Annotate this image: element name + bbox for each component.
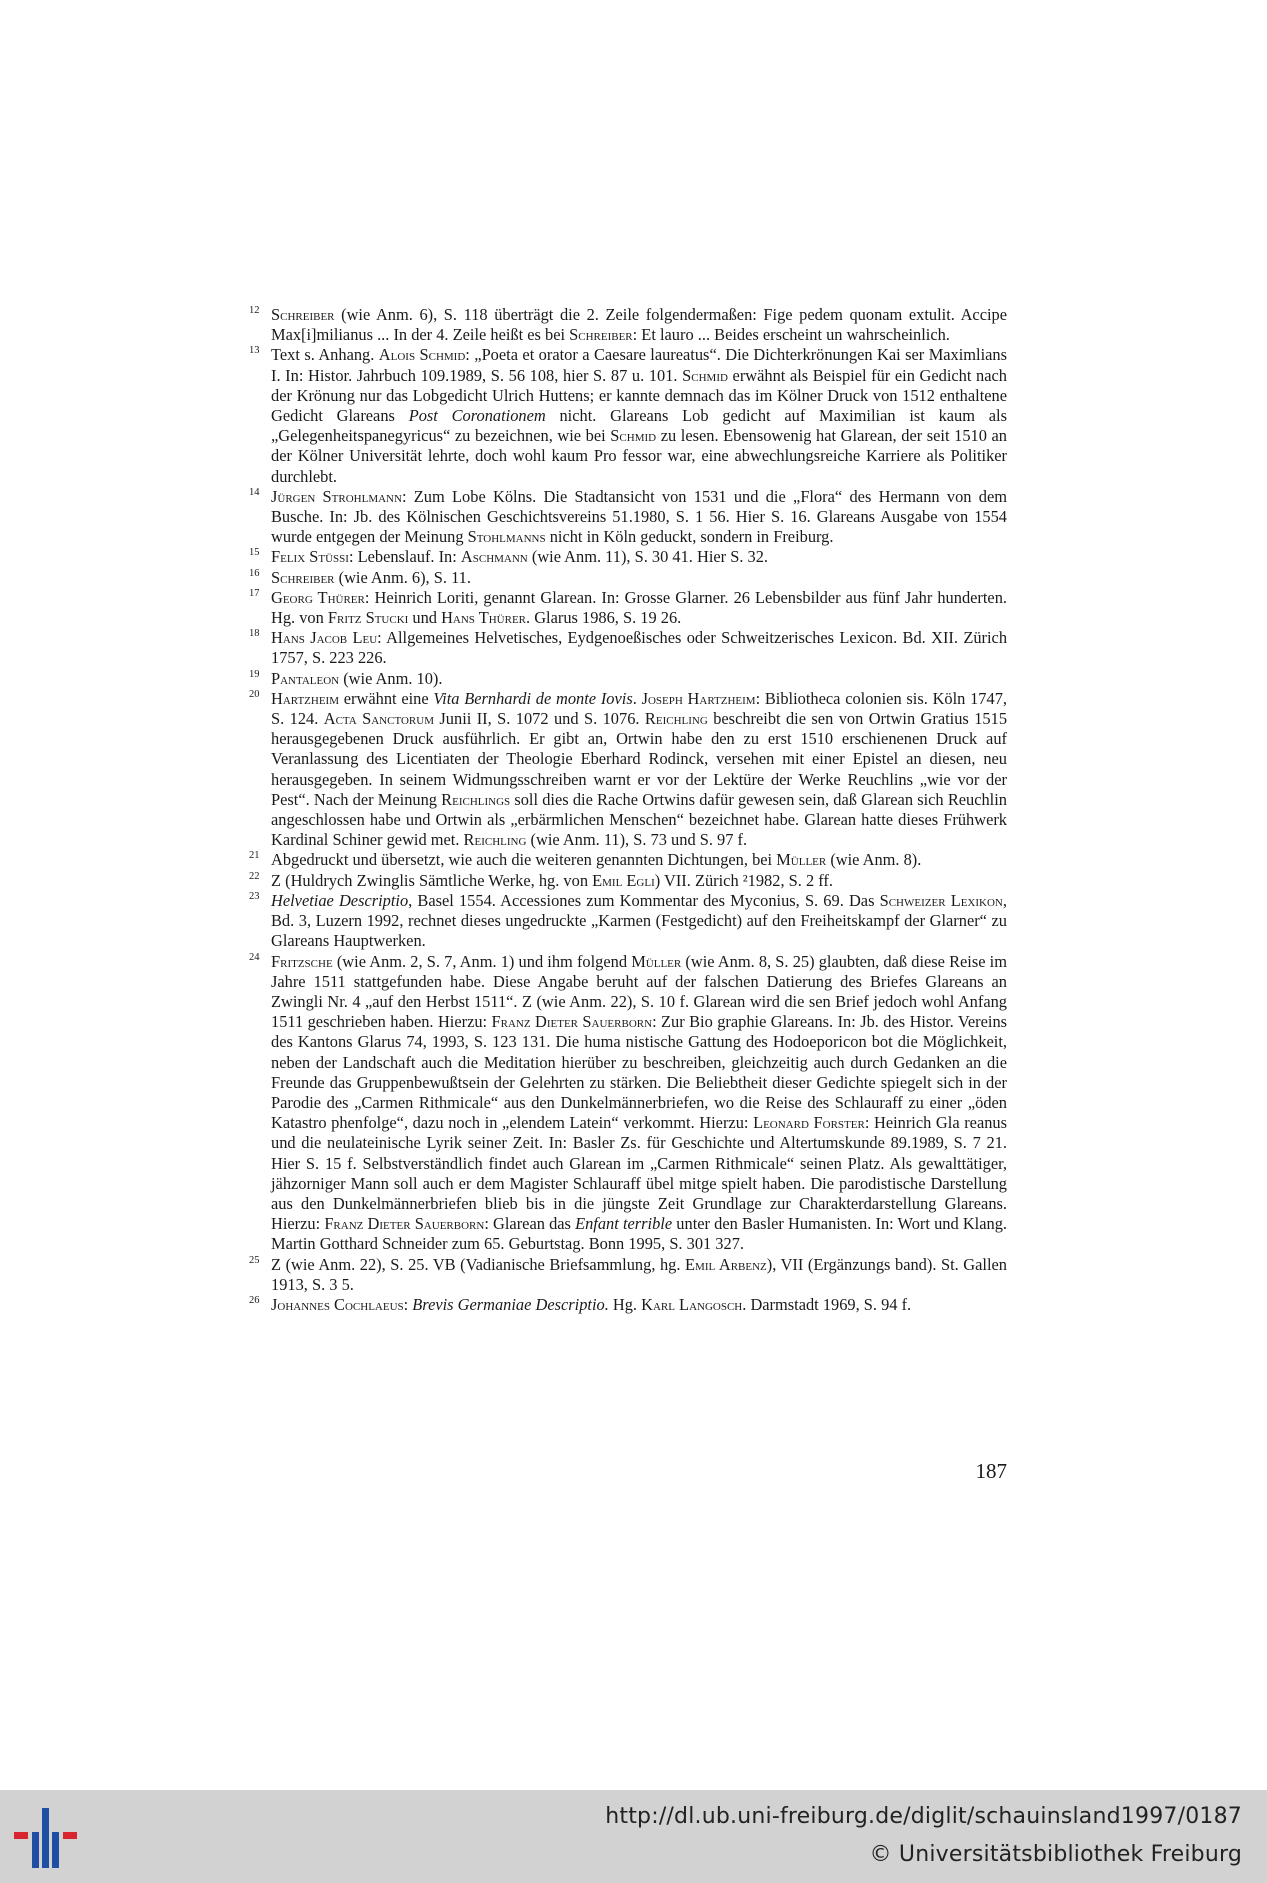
author-name: Hans Thürer <box>441 608 527 628</box>
footnote-number: 20 <box>249 688 260 700</box>
title-italic: Enfant terrible <box>575 1214 673 1234</box>
footnote-text: zu lesen. Ebensowenig hat Glarean, der seit 1510 an der Kölner Universität lehrte, doch wohl kaum Pro fessor war, eine abwechlungsreiche Karriere als Politiker durchlebt. <box>271 426 1007 486</box>
author-name: Pantaleon <box>271 668 340 688</box>
footnote-text: (wie Anm. 11), S. 73 und S. 97 f. <box>526 830 748 850</box>
footnote-text: : Bibliotheca colonien sis. Köln 1747, S. 124. <box>271 688 1007 729</box>
footnote-text: Abgedruckt und übersetzt, wie auch die weiteren genannten Dichtungen, bei <box>271 850 777 870</box>
footnote-16 <box>249 568 1007 588</box>
ub-freiburg-logo-icon <box>14 1808 80 1868</box>
footnote-number: 19 <box>249 668 260 680</box>
author-name: Franz Dieter Sauerborn <box>324 1214 485 1234</box>
footnote-text: ) VII. Zürich ²1982, S. 2 ff. <box>654 870 833 890</box>
author-name: Fritzsche <box>271 951 333 971</box>
footnote-text: nicht in Köln geduckt, sondern in Freiburg. <box>545 527 834 547</box>
footnote-text: (wie Anm. 8, S. 25) glaubten, daß diese Reise im Jahre 1511 stattgefunden habe. Diese Angabe beruht auf der falschen Datierung des Briefes Glareans an Zwingli Nr. 4 „auf den Herbst 1511“. Z (wie Anm. 22), S. 10 f. Glarean wird die sen Brief jedoch wohl Anfang 1511 geschrieben haben. Hierzu: <box>271 951 1007 1032</box>
footnote-text: ), VII (Ergänzungs band). St. Gallen 1913, S. 3 5. <box>271 1254 1007 1294</box>
footnote-number: 14 <box>249 486 260 498</box>
footnote-text: Z (Huldrych Zwinglis Sämtliche Werke, hg. von <box>271 870 593 890</box>
footnote-text: und <box>408 608 442 628</box>
author-name: Karl Langosch <box>641 1294 743 1314</box>
footnote-text: erwähnt als Beispiel für ein Gedicht nach der Krönung nur das Lobgedicht Ulrich Huttens; er kannte demnach das im Kölner Druck von 1512 enthaltene Gedicht Glareans <box>271 365 1007 426</box>
footnote-text: (wie Anm. 11), S. 30 41. Hier S. 32. <box>527 547 768 567</box>
footnote-number: 15 <box>249 547 260 559</box>
author-name: Hartzheim <box>271 688 340 708</box>
title-italic: Post Coronationem <box>408 406 546 426</box>
footnote-text: (wie Anm. 10). <box>339 668 443 688</box>
footnote-25 <box>249 1255 1007 1295</box>
footnote-text: (wie Anm. 2, S. 7, Anm. 1) und ihm folgend <box>332 951 632 971</box>
footnote-number: 24 <box>249 951 260 963</box>
footnote-19 <box>249 669 1007 689</box>
footnote-text: unter den Basler Humanisten. In: Wort und Klang. Martin Gotthard Schneider zum 65. Geburtstag. Bonn 1995, S. 301 327. <box>271 1214 1007 1254</box>
author-name: Johannes Cochlaeus <box>271 1294 404 1314</box>
author-name: Aschmann <box>460 547 528 567</box>
footnote-number: 18 <box>249 628 260 640</box>
author-name: Felix Stüssi <box>271 547 349 567</box>
footnote-number: 26 <box>249 1294 260 1306</box>
author-name: Hans Jacob Leu <box>271 628 378 648</box>
footnotes-section <box>249 305 1007 1315</box>
footnote-text: (wie Anm. 6), S. 11. <box>334 567 471 587</box>
author-name: Reichling <box>463 830 527 850</box>
footnote-20 <box>249 689 1007 851</box>
author-name: Acta Sanctorum <box>323 709 434 729</box>
author-name: Schmid <box>610 426 657 446</box>
copyright-text: © Universitätsbibliothek Freiburg <box>869 1842 1242 1867</box>
footnote-number: 12 <box>249 305 260 316</box>
footnote-22 <box>249 871 1007 891</box>
author-name: Emil Egli <box>592 870 655 890</box>
footnote-number: 21 <box>249 850 260 862</box>
footnote-text: (wie Anm. 6), S. 118 überträgt die 2. Zeile folgendermaßen: Fige pedem quonam extulit. Accipe Max[i]milianus ... In der 4. Zeile heißt es bei <box>271 305 1007 345</box>
author-name: Georg Thürer <box>271 587 365 607</box>
footnote-number: 22 <box>249 870 260 882</box>
title-italic: Brevis Germaniae Descriptio. <box>412 1294 609 1314</box>
footnote-text: soll dies die Rache Ortwins dafür gewesen sein, daß Glarean sich Reuchlin angeschlossen habe und Ortwin als „erbärmlichen Menschen“ bezeichnet habe. Glarean hatte dieses Frühwerk Kardinal Schiner gewid met. <box>271 789 1007 850</box>
footnote-number: 25 <box>249 1254 260 1266</box>
author-name: Reichlings <box>441 789 511 809</box>
footnote-text: erwähnt eine <box>339 688 434 708</box>
footnote-13 <box>249 345 1007 486</box>
title-italic: Helvetiae Descriptio <box>271 890 409 910</box>
footnote-24 <box>249 952 1007 1255</box>
author-name: Schreiber <box>271 567 335 587</box>
author-name: Müller <box>776 850 827 870</box>
title-italic: Vita Bernhardi de monte Iovis <box>433 688 633 708</box>
footnote-12 <box>249 305 1007 345</box>
author-name: Leonard Forster <box>753 1113 865 1133</box>
footnote-number: 16 <box>249 567 260 579</box>
footnote-23 <box>249 891 1007 952</box>
footnote-text: Hg. <box>608 1294 642 1314</box>
footnote-text: Z (wie Anm. 22), S. 25. VB (Vadianische Briefsammlung, hg. <box>271 1254 686 1274</box>
author-name: Müller <box>631 951 682 971</box>
footer-bar <box>0 1790 1267 1883</box>
footnote-number: 17 <box>249 587 260 599</box>
author-name: Schreiber <box>569 325 633 345</box>
author-name: Joseph Hartzheim <box>641 688 756 708</box>
footnote-text: : Allgemeines Helvetisches, Eydgenoeßisches oder Schweitzerisches Lexicon. Bd. XII. Zürich 1757, S. 223 226. <box>271 628 1008 668</box>
footnote-number: 13 <box>249 345 260 357</box>
footnote-text: : Lebenslauf. In: <box>348 547 461 567</box>
footnote-text: : Et lauro ... Beides erscheint un wahrscheinlich. <box>632 325 950 345</box>
footnote-14 <box>249 487 1007 548</box>
footnote-21 <box>249 850 1007 870</box>
footnote-text: beschreibt die sen von Ortwin Gratius 1515 herausgegebenen Druck ausführlich. Er gibt an, Ortwin habe den zu erst 1510 erschienenen Druck auf Veranlassung des Licentiaten der Theologie Eberhard Rodinck, versehen mit einer Epistel an diesen, neu herausgegeben. In seinem Widmungsschreiben warnt er vor der Lektüre der Werke Reuchlins „wie vor der Pest“. Nach der Meinung <box>271 709 1008 809</box>
footnote-text: : Zur Bio graphie Glareans. In: Jb. des Histor. Vereins des Kantons Glarus 74, 1993, S. 123 131. Die huma nistische Gattung des Hodoeporicon bot die Möglichkeit, neben der Landschaft auch die Meditation hierüber zu beschreiben, gleichzeitig auch durch Gedanken an die Freunde das Gruppenbewußtsein der Gelehrten zu stärken. Die Beliebtheit dieser Gedichte spiegelt sich in der Parodie des „Carmen Rithmicale“ aus den Dunkelmännerbriefen, wo die Reise des Schlauraff zu einer „öden Katastro phenfolge“, dazu noch in „elendem Latein“ verkommt. Hierzu: <box>271 1012 1008 1133</box>
footnote-15 <box>249 547 1007 567</box>
footnote-text: Text s. Anhang. <box>271 345 379 365</box>
footnote-text: : „Poeta et orator a Caesare laureatus“. Die Dichterkrönungen Kai ser Maximlians I. In: Histor. Jahrbuch 109.1989, S. 56 108, hier S. 87 u. 101. <box>271 345 1007 385</box>
footnote-text: : <box>403 1294 413 1314</box>
author-name: Alois Schmid <box>378 345 466 365</box>
footnote-text: : Glarean das <box>484 1214 576 1234</box>
footnote-text: : Zum Lobe Kölns. Die Stadtansicht von 1531 und die „Flora“ des Hermann von dem Busche. In: Jb. des Kölnischen Geschichtsvereins 51.1980, S. 1 56. Hier S. 16. Glareans Ausgabe von 1554 wurde entgegen der Meinung <box>271 486 1007 547</box>
footnote-text: : Heinrich Loriti, genannt Glarean. In: Grosse Glarner. 26 Lebensbilder aus fünf Jahr hunderten. Hg. von <box>271 587 1007 628</box>
author-name: Reichling <box>644 709 708 729</box>
author-name: Jürgen Strohlmann <box>271 486 402 506</box>
footnote-18 <box>249 628 1007 668</box>
footnote-text: Junii II, S. 1072 und S. 1076. <box>434 709 645 729</box>
page-number: 187 <box>975 1459 1007 1483</box>
footnote-text: , Bd. 3, Luzern 1992, rechnet dieses ungedruckte „Karmen (Festgedicht) auf den Freiheitskampf der Glarner“ zu Glareans Hauptwerken. <box>271 890 1007 951</box>
author-name: Emil Arbenz <box>685 1254 767 1274</box>
author-name: Schreiber <box>271 305 335 324</box>
author-name: Stohlmanns <box>467 527 546 547</box>
footnote-text: . Glarus 1986, S. 19 26. <box>526 608 682 628</box>
footnote-text: : Heinrich Gla reanus und die neulateinische Lyrik seiner Zeit. In: Basler Zs. für Geschichte und Altertumskunde 89.1989, S. 7 21. Hier S. 15 f. Selbstverständlich findet auch Glarean im „Carmen Rithmicale“ seinen Platz. Als gewalttätiger, jähzorniger Mann soll auch er dem Magister Schlauraff übel mitge spielt haben. Die parodistische Darstellung aus den Dunkelmännerbriefen blieb bis in die jüngste Zeit Grundlage zur Charakterdarstellung Glareans. Hierzu: <box>271 1113 1007 1234</box>
author-name: Franz Dieter Sauerborn <box>491 1012 653 1032</box>
footnote-text: nicht. Glareans Lob gedicht auf Maximilian ist kaum als „Gelegenheitspanegyricus“ zu bezeichnen, wie bei <box>271 406 1007 446</box>
author-name: Schweizer Lexikon <box>879 890 1003 910</box>
footnote-26 <box>249 1295 1007 1315</box>
author-name: Schmid <box>682 365 728 385</box>
footnote-text: . Darmstadt 1969, S. 94 f. <box>742 1294 912 1314</box>
footnote-text: , Basel 1554. Accessiones zum Kommentar des Myconius, S. 69. Das <box>408 890 880 910</box>
footnote-text: (wie Anm. 8). <box>826 850 922 870</box>
footnote-number: 23 <box>249 890 260 902</box>
footnote-17 <box>249 588 1007 628</box>
footnote-text: . <box>632 688 642 708</box>
author-name: Fritz Stucki <box>327 608 409 628</box>
source-url-link[interactable]: http://dl.ub.uni-freiburg.de/diglit/schauinsland1997/0187 <box>605 1804 1242 1829</box>
